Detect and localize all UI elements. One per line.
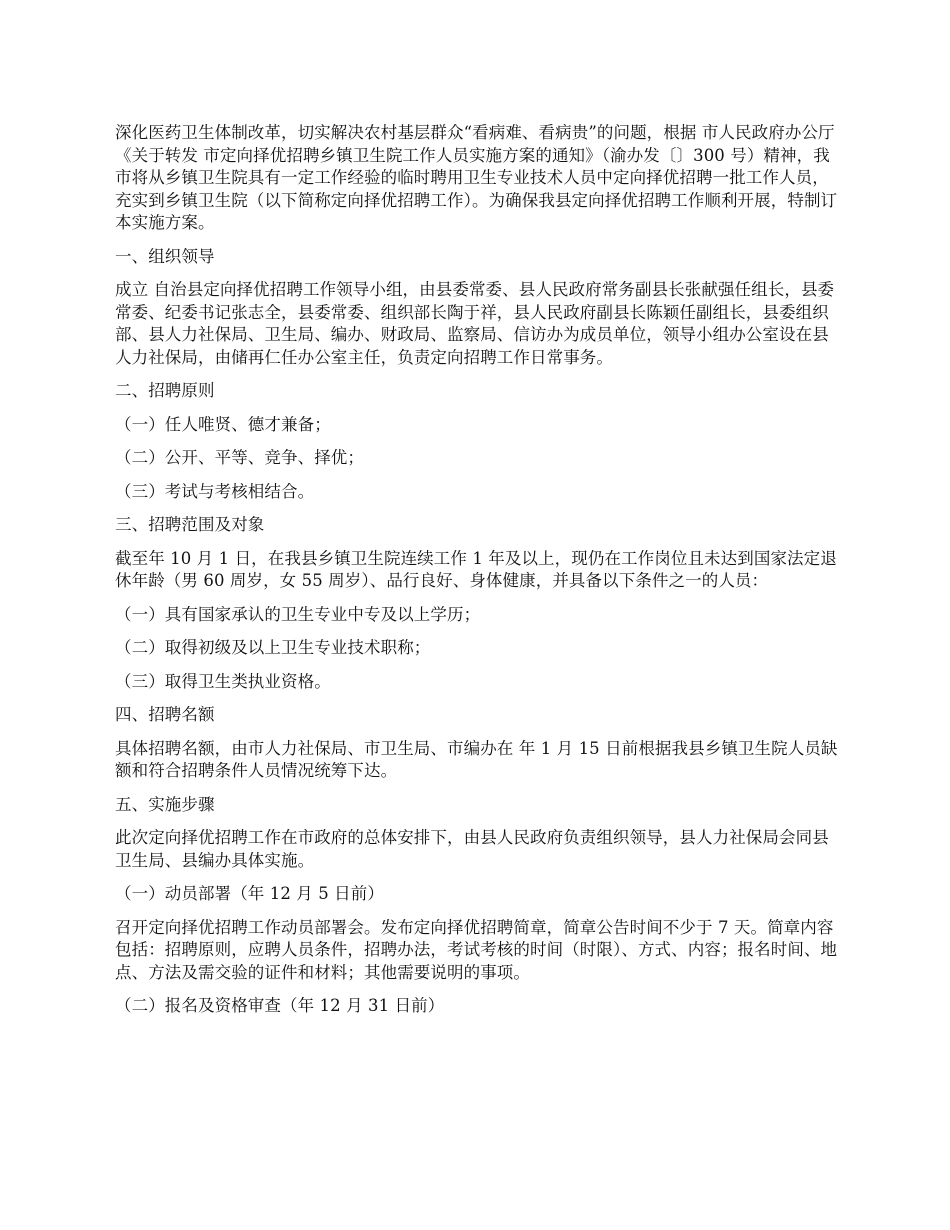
document-body (115, 122, 845, 1029)
condition-item: （二）取得初级及以上卫生专业技术职称； (115, 638, 431, 657)
condition-item: （一）具有国家承认的卫生专业中专及以上学历； (115, 604, 481, 624)
mobilization-paragraph: 召开定向择优招聘工作动员部署会。发布定向择优招聘简章，简章公告时间不少于 7 天。简章内容包括：招聘原则，应聘人员条件，招聘办法，考试考核的时间（时限）、方式、内容；报名时间、地点、方法及需交验的证件和材料；其他需要说明的事项。 (115, 917, 838, 982)
condition-item: （三）取得卫生类执业资格。 (115, 671, 331, 691)
section-heading-organization: 一、组织领导 (115, 246, 215, 266)
intro-paragraph: 深化医药卫生体制改革，切实解决农村基层群众“看病难、看病贵”的问题，根据 市人民政府办公厅《关于转发 市定向择优招聘乡镇卫生院工作人员实施方案的通知》（渝办发〔〕300 号）精神，我市将从乡镇卫生院具有一定工作经验的临时聘用卫生专业技术人员中定向择优招聘一批工作人员，充实到乡镇卫生院（以下简称定向择优招聘工作）。为确保我县定向择优招聘工作顺利开展，特制订本实施方案。 (115, 123, 838, 232)
principle-item: （二）公开、平等、竞争、择优； (115, 448, 364, 467)
principle-item: （三）考试与考核相结合。 (115, 481, 315, 501)
principle-item: （一）任人唯贤、德才兼备； (115, 414, 331, 434)
section-heading-steps: 五、实施步骤 (115, 794, 215, 814)
quota-paragraph: 具体招聘名额，由市人力社保局、市卫生局、市编办在 年 1 月 15 日前根据我县乡镇卫生院人员缺额和符合招聘条件人员情况统筹下达。 (115, 738, 838, 780)
organization-paragraph: 成立 自治县定向择优招聘工作领导小组，由县委常委、县人民政府常务副县长张献强任组长，县委常委、纪委书记张志全，县委常委、组织部长陶于祥，县人民政府副县长陈颖任副组长，县委组织部、县人力社保局、卫生局、编办、财政局、监察局、信访办为成员单位，领导小组办公室设在县人力社保局，由储再仁任办公室主任，负责定向招聘工作日常事务。 (115, 280, 835, 367)
steps-paragraph: 此次定向择优招聘工作在市政府的总体安排下，由县人民政府负责组织领导，县人力社保局会同县卫生局、县编办具体实施。 (115, 828, 829, 870)
section-heading-principles: 二、招聘原则 (115, 381, 215, 400)
step-heading-registration: （二）报名及资格审查（年 12 月 31 日前） (115, 996, 445, 1015)
section-heading-quota: 四、招聘名额 (115, 705, 215, 724)
section-heading-scope: 三、招聘范围及对象 (115, 515, 265, 534)
step-heading-mobilization: （一）动员部署（年 12 月 5 日前） (115, 884, 384, 903)
scope-paragraph: 截至年 10 月 1 日，在我县乡镇卫生院连续工作 1 年及以上，现仍在工作岗位且未达到国家法定退休年龄（男 60 周岁，女 55 周岁）、品行良好、身体健康，并具备以下条件之一的人员： (115, 548, 837, 590)
